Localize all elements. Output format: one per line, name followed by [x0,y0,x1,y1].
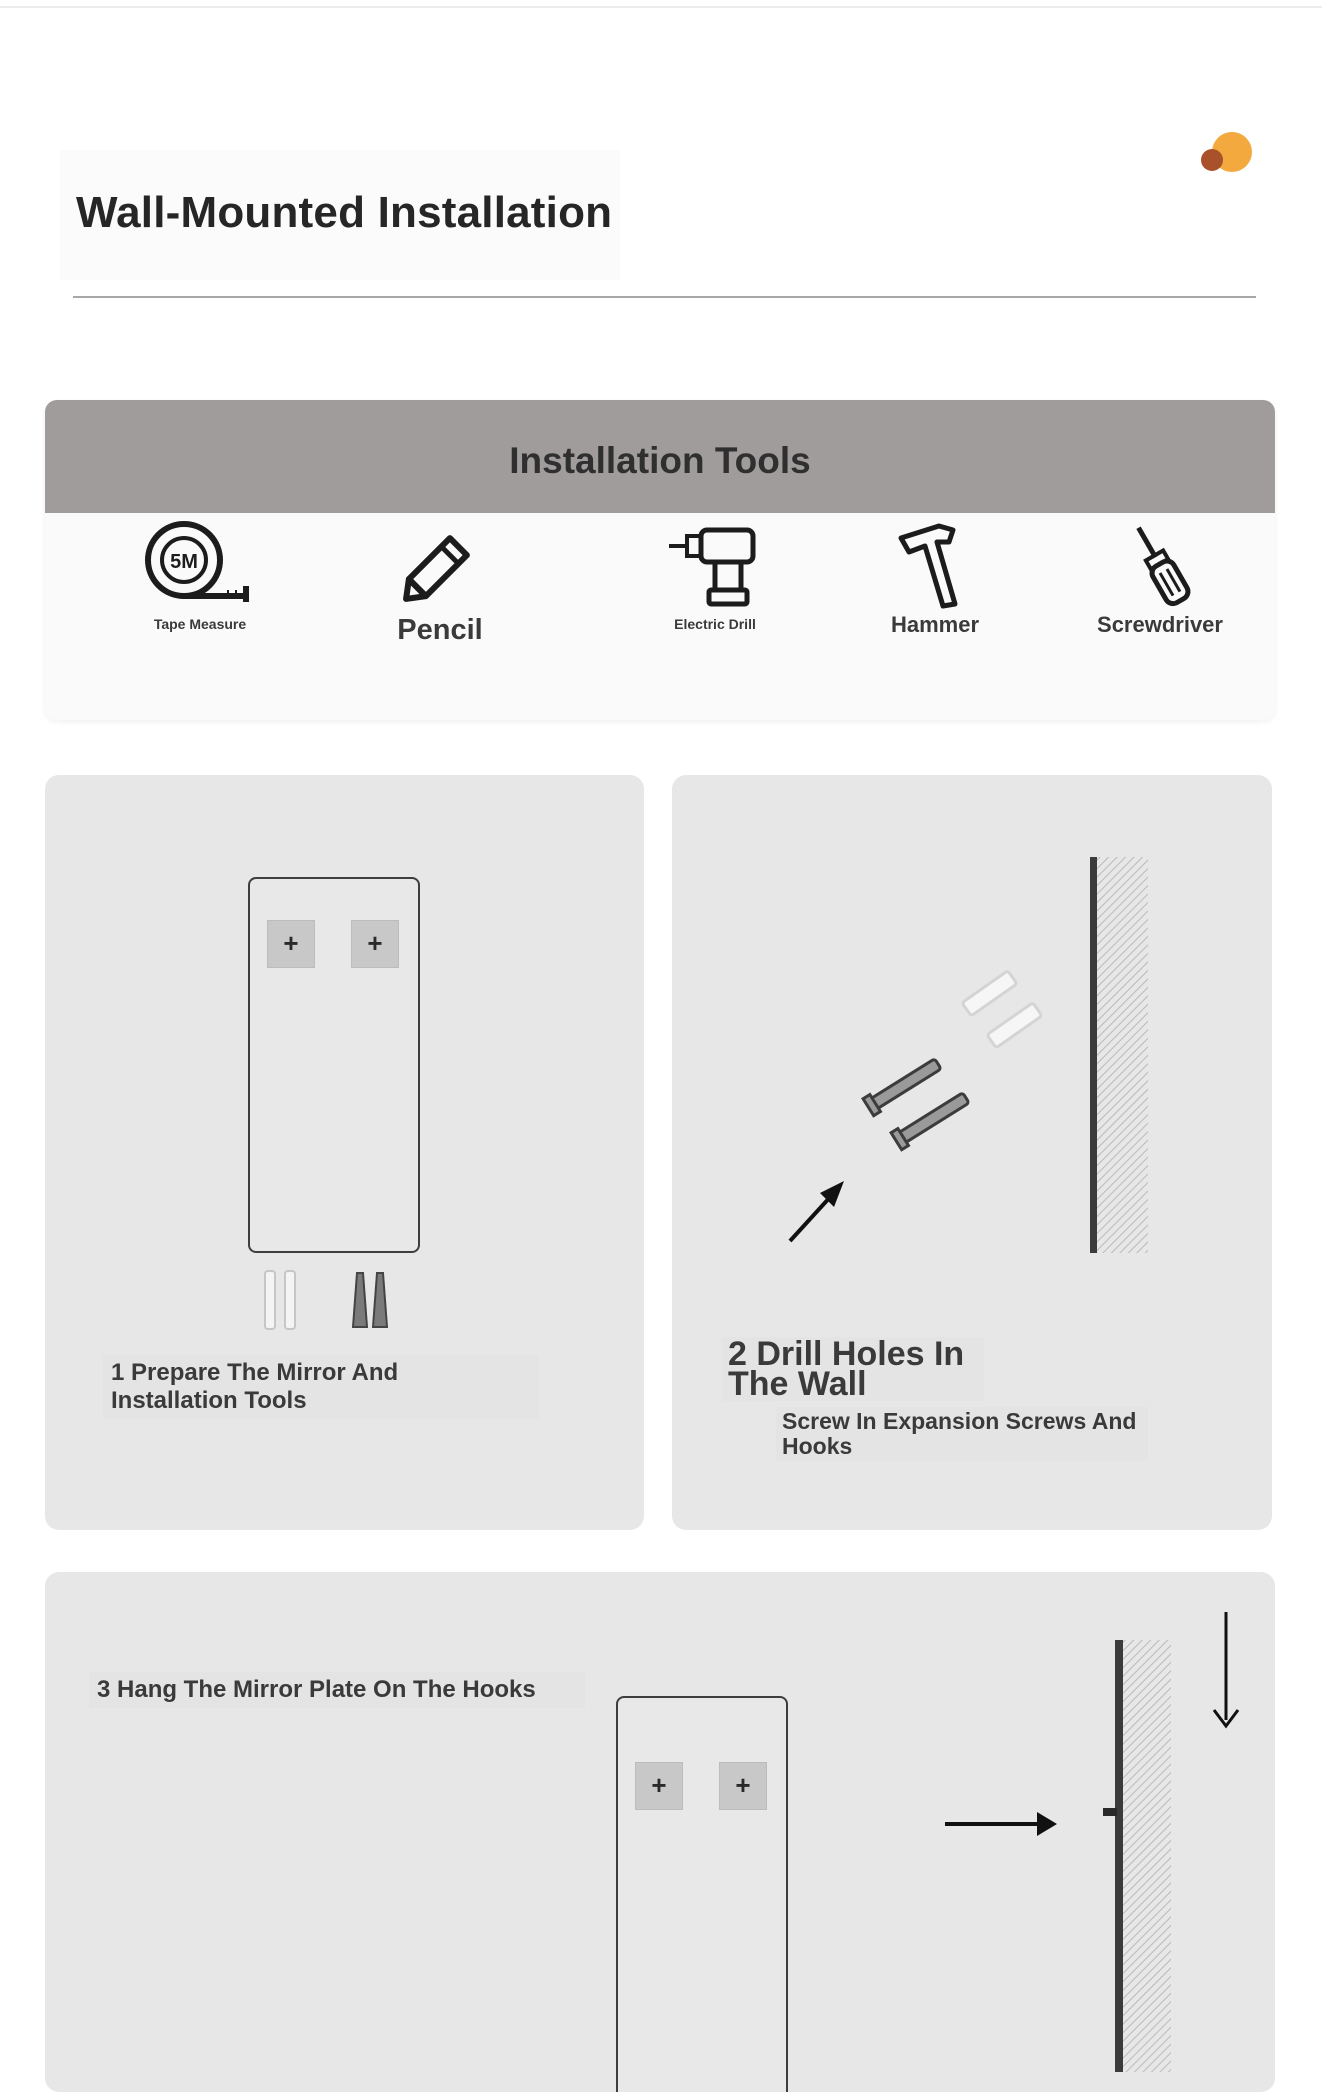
tools-header [45,400,1275,513]
mirror-plate-left-hanging: + [635,1762,683,1810]
brand-dots-icon [1200,132,1256,176]
drill-holes-illustration [772,845,1192,1265]
step-1-card [45,775,644,1530]
tape-measure-icon [140,520,260,610]
tool-label-screwdriver: Screwdriver [1097,612,1223,637]
step-3-card [45,1572,1275,2092]
top-divider [0,0,1322,8]
tool-label-tape-measure: Tape Measure [153,616,247,632]
step-2-card [672,775,1272,1530]
step-2-subcaption: Screw In Expansion Screws And Hooks [776,1407,1148,1461]
hammer-icon [885,520,985,610]
tool-label-hammer: Hammer [890,612,980,637]
tool-screwdriver [1065,520,1255,638]
installation-tools-card [45,400,1275,720]
hang-on-hooks-illustration [925,1602,1255,2072]
mirror-plate-right-hanging: + [719,1762,767,1810]
title-divider [73,296,1256,298]
page-title-block [60,150,620,280]
page-title: Wall-Mounted Installation [76,188,613,237]
mirror-panel-hanging [616,1696,788,2092]
electric-drill-icon [665,520,765,610]
tool-electric-drill [615,520,815,632]
step-2-caption: 2 Drill Holes In The Wall [722,1337,984,1401]
step-3-caption: 3 Hang The Mirror Plate On The Hooks [89,1672,585,1708]
mirror-plate-left: + [267,920,315,968]
tools-heading: Installation Tools [509,440,811,481]
tool-label-electric-drill: Electric Drill [674,616,756,632]
pencil-icon [390,520,490,610]
screwdriver-icon [1110,520,1210,610]
screws-and-anchors-icon [255,1265,415,1335]
step-1-caption: 1 Prepare The Mirror And Installation Tools [103,1355,539,1419]
tool-hammer [845,520,1025,638]
tool-pencil [365,520,515,647]
tape-badge: 5M [170,551,198,573]
tool-label-pencil: Pencil [397,614,483,646]
tool-tape-measure [125,520,275,632]
mirror-plate-right: + [351,920,399,968]
